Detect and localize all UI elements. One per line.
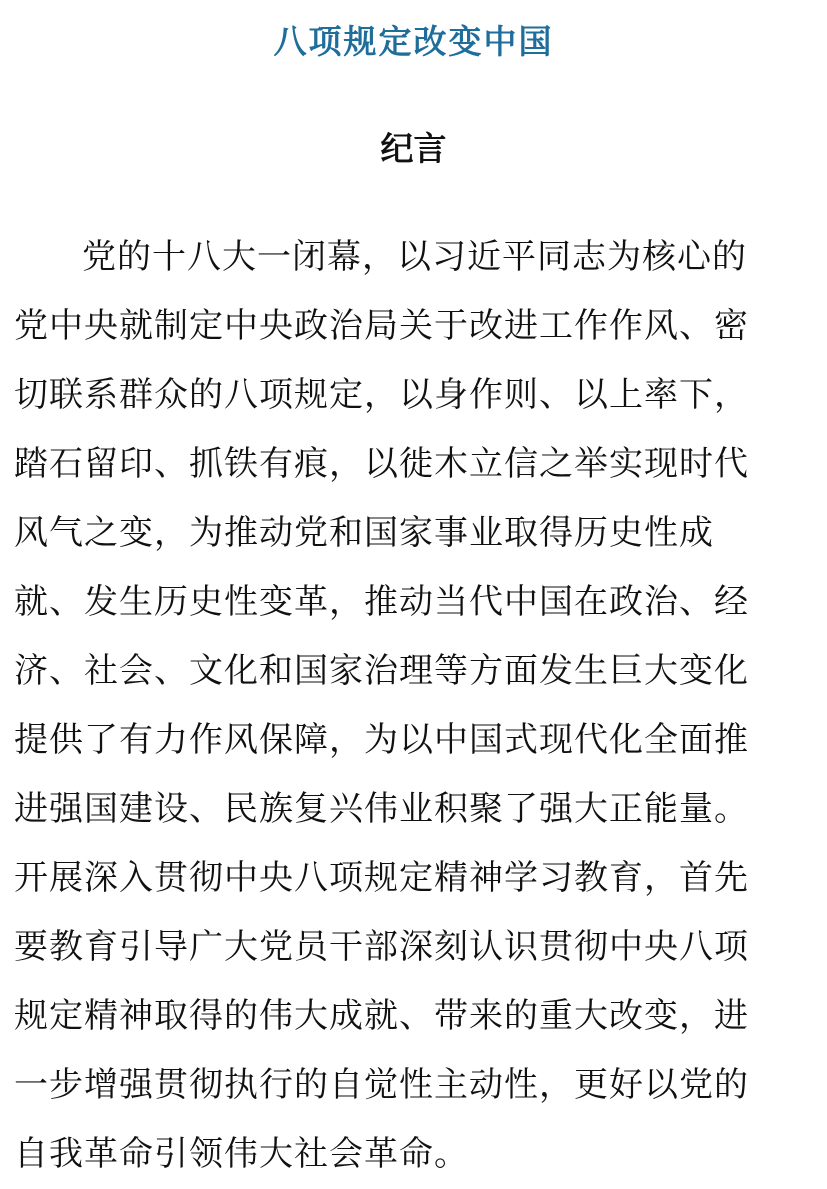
body-line: 要教育引导广大党员干部深刻认识贯彻中央八项 bbox=[14, 927, 749, 967]
body-line: 规定精神取得的伟大成就、带来的重大改变，进 bbox=[14, 996, 749, 1036]
article-title: 八项规定改变中国 bbox=[273, 22, 554, 61]
body-line: 风气之变，为推动党和国家事业取得历史性成 bbox=[14, 513, 714, 553]
body-line: 就、发生历史性变革，推动当代中国在政治、经 bbox=[14, 582, 749, 622]
article-body bbox=[14, 223, 814, 1189]
body-line: 济、社会、文化和国家治理等方面发生巨大变化 bbox=[14, 651, 749, 691]
body-line: 提供了有力作风保障，为以中国式现代化全面推 bbox=[14, 720, 749, 760]
body-line: 党中央就制定中央政治局关于改进工作作风、密 bbox=[14, 306, 749, 346]
body-line: 切联系群众的八项规定，以身作则、以上率下， bbox=[14, 375, 749, 415]
body-line: 自我革命引领伟大社会革命。 bbox=[14, 1134, 469, 1174]
body-line: 踏石留印、抓铁有痕，以徙木立信之举实现时代 bbox=[14, 444, 749, 484]
body-line: 党的十八大一闭幕，以习近平同志为核心的 bbox=[82, 237, 747, 277]
section-heading: 纪言 bbox=[380, 129, 447, 168]
body-line: 进强国建设、民族复兴伟业积聚了强大正能量。 bbox=[14, 789, 749, 829]
body-line: 一步增强贯彻执行的自觉性主动性，更好以党的 bbox=[14, 1065, 749, 1105]
body-line: 开展深入贯彻中央八项规定精神学习教育，首先 bbox=[14, 858, 749, 898]
